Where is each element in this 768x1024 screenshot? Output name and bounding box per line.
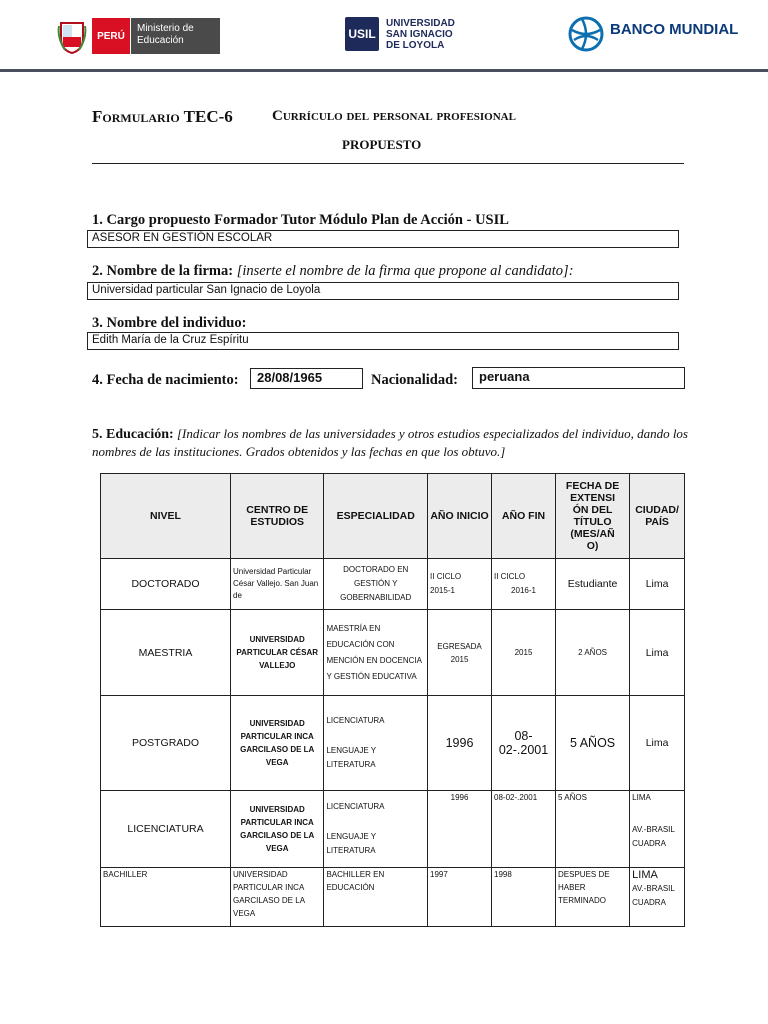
ciudad-line: LIMA — [632, 793, 651, 802]
inicio-cell: 1997 — [428, 868, 492, 927]
table-row — [101, 868, 685, 927]
nacimiento-field[interactable]: 28/08/1965 — [250, 368, 363, 389]
header-divider — [0, 69, 768, 72]
centro-cell: UNIVERSIDAD PARTICULAR INCA GARCILASO DE LA VEGA — [231, 791, 324, 868]
education-note — [92, 425, 692, 460]
header-ciudad: CIUDAD/ PAÍS — [630, 474, 685, 559]
nacionalidad-label: Nacionalidad: — [371, 372, 459, 388]
usil-logo-icon: USIL — [345, 17, 379, 51]
ciudad-cell — [630, 791, 685, 868]
centro-cell: Universidad Particular César Vallejo. San Juan de — [231, 559, 324, 610]
especialidad-cell — [324, 791, 428, 868]
form-code-text: Formulario TEC-6 — [92, 107, 233, 126]
cargo-label: 1. Cargo propuesto Formador Tutor Módulo Plan de Acción - USIL — [92, 212, 509, 228]
fecha-cell: 2 AÑOS — [556, 610, 630, 696]
header-centro: CENTRO DE ESTUDIOS — [231, 474, 324, 559]
fin-line: 2016-1 — [511, 586, 536, 595]
fecha-cell: DESPUES DE HABER TERMINADO — [556, 868, 630, 927]
firma-field[interactable]: Universidad particular San Ignacio de Loyola — [87, 282, 679, 300]
form-title-continued: PROPUESTO — [342, 137, 422, 152]
ministry-logo: Ministerio de Educación — [131, 18, 220, 54]
header-fin: AÑO FIN — [492, 474, 556, 559]
table-header-row — [101, 474, 685, 559]
nivel-cell: LICENCIATURA — [101, 791, 231, 868]
ciudad-cell — [630, 868, 685, 927]
education-hint: [Indicar los nombres de las universidades y otros estudios especializados del individuo, dando los nombres de las instituciones. Grados obtenidos y las fechas en que los obtuvo.] — [92, 426, 688, 459]
ciudad-cell: Lima — [630, 610, 685, 696]
table-row — [101, 696, 685, 791]
centro-cell: UNIVERSIDAD PARTICULAR INCA GARCILASO DE LA VEGA — [231, 868, 324, 927]
nacionalidad-field[interactable]: peruana — [472, 367, 685, 389]
table-row — [101, 610, 685, 696]
nivel-cell: BACHILLER — [101, 868, 231, 927]
especialidad-cell — [324, 696, 428, 791]
centro-cell: UNIVERSIDAD PARTICULAR INCA GARCILASO DE LA VEGA — [231, 696, 324, 791]
ciudad-line: AV.-BRASIL CUADRA — [632, 884, 675, 907]
fin-cell: 08-02-.2001 — [492, 791, 556, 868]
header-fecha-line: TÍTULO — [573, 516, 612, 528]
education-label: 5. Educación: — [92, 427, 174, 442]
header-especialidad: ESPECIALIDAD — [324, 474, 428, 559]
world-bank-globe-icon — [568, 16, 604, 52]
fin-line: II CICLO — [494, 572, 526, 581]
firma-label-row — [92, 263, 574, 280]
especialidad-line: LENGUAJE Y LITERATURA — [326, 746, 376, 769]
usil-logo-text: UNIVERSIDAD SAN IGNACIO DE LOYOLA — [386, 18, 455, 51]
nacimiento-label: 4. Fecha de nacimiento: — [92, 372, 239, 388]
especialidad-cell: DOCTORADO EN GESTIÓN Y GOBERNABILIDAD — [324, 559, 428, 610]
fin-cell: 2015 — [492, 610, 556, 696]
firma-label: 2. Nombre de la firma: — [92, 263, 234, 279]
inicio-line: II CICLO — [430, 572, 462, 581]
inicio-cell — [428, 559, 492, 610]
fin-cell — [492, 559, 556, 610]
peru-coat-of-arms-icon — [57, 20, 87, 54]
ciudad-line: AV.-BRASIL CUADRA — [632, 825, 675, 848]
inicio-line: 2015-1 — [430, 586, 455, 595]
fecha-cell: 5 AÑOS — [556, 696, 630, 791]
ciudad-cell: Lima — [630, 696, 685, 791]
centro-cell: UNIVERSIDAD PARTICULAR CÉSAR VALLEJO — [231, 610, 324, 696]
cargo-field[interactable]: ASESOR EN GESTIÓN ESCOLAR — [87, 230, 679, 248]
especialidad-line: LICENCIATURA — [326, 716, 385, 725]
title-divider — [92, 163, 684, 164]
inicio-cell: EGRESADA 2015 — [428, 610, 492, 696]
fecha-cell: Estudiante — [556, 559, 630, 610]
fecha-cell: 5 AÑOS — [556, 791, 630, 868]
header-fecha-line: FECHA DE — [565, 480, 620, 492]
header-fecha — [556, 474, 630, 559]
header-inicio: AÑO INICIO — [428, 474, 492, 559]
inicio-cell: 1996 — [428, 791, 492, 868]
nivel-cell: DOCTORADO — [101, 559, 231, 610]
especialidad-cell: MAESTRÍA EN EDUCACIÓN CON MENCIÓN EN DOCENCIA Y GESTIÓN EDUCATIVA — [324, 610, 428, 696]
peru-logo: PERÚ — [92, 18, 130, 54]
especialidad-line: LICENCIATURA — [326, 802, 385, 811]
nivel-cell: POSTGRADO — [101, 696, 231, 791]
ciudad-cell: Lima — [630, 559, 685, 610]
form-title: Currículo del personal profesional — [272, 108, 516, 124]
fin-cell: 08-02-.2001 — [492, 696, 556, 791]
individuo-field[interactable]: Edith María de la Cruz Espíritu — [87, 332, 679, 350]
fin-cell: 1998 — [492, 868, 556, 927]
header-fecha-line: ÓN DEL — [572, 504, 613, 516]
header-fecha-line: (MES/AÑ — [570, 528, 615, 540]
firma-hint: [inserte el nombre de la firma que propone al candidato]: — [236, 263, 574, 279]
table-row — [101, 559, 685, 610]
especialidad-cell: BACHILLER EN EDUCACIÓN — [324, 868, 428, 927]
form-code — [92, 107, 233, 127]
table-row — [101, 791, 685, 868]
individuo-label: 3. Nombre del individuo: — [92, 315, 247, 331]
header-fecha-line: EXTENSI — [570, 492, 616, 504]
inicio-cell: 1996 — [428, 696, 492, 791]
ciudad-line: LIMA — [632, 869, 658, 881]
education-table — [100, 473, 685, 927]
header-fecha-line: O) — [586, 540, 599, 552]
world-bank-logo: BANCO MUNDIAL — [610, 21, 739, 38]
especialidad-line: LENGUAJE Y LITERATURA — [326, 832, 376, 855]
nivel-cell: MAESTRIA — [101, 610, 231, 696]
header-nivel: NIVEL — [101, 474, 231, 559]
